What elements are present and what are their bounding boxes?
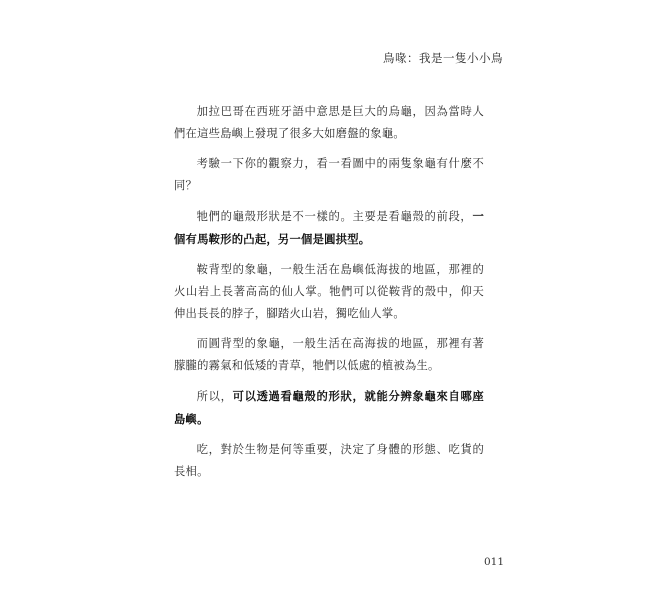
text-segment: 吃，對於生物是何等重要，決定了身體的形態、吃貨的長相。 [174,443,484,478]
paragraph-shell-shape [174,205,484,251]
paragraph-saddleback-tortoise [174,259,484,325]
paragraph-observation-question [174,153,484,197]
text-segment: 牠們的龜殼形狀是不一樣的。主要是看龜殼的前段， [196,210,473,223]
paragraph-domed-tortoise [174,333,484,377]
paragraph-galapagos-meaning [174,101,484,145]
text-segment: 考驗一下你的觀察力，看一看圖中的兩隻象龜有什麼不同？ [174,157,484,192]
bold-text-segment: 一個有馬鞍形的凸起，另一個是圓拱型。 [174,209,484,246]
text-segment: 鞍背型的象龜，一般生活在島嶼低海拔的地區，那裡的火山岩上長著高高的仙人掌。牠們可以從鞍背的殼中，仰天伸出長長的脖子，腳踏火山岩，獨吃仙人掌。 [174,263,484,320]
text-segment: 所以， [196,390,233,403]
text-segment: 而圓背型的象龜，一般生活在高海拔的地區，那裡有著朦朧的霧氣和低矮的青草，牠們以低處的植被為生。 [174,337,484,372]
paragraph-eating-importance [174,439,484,483]
running-header: 鳥喙：我是一隻小小鳥 [383,51,503,65]
bold-text-segment: 可以透過看龜殼的形狀，就能分辨象龜來自哪座島嶼。 [174,389,484,426]
paragraph-conclusion [174,385,484,431]
body-text [174,101,484,491]
page-number: 011 [484,556,505,568]
text-segment: 加拉巴哥在西班牙語中意思是巨大的烏龜，因為當時人們在這些島嶼上發現了很多大如磨盤的象龜。 [174,105,484,140]
